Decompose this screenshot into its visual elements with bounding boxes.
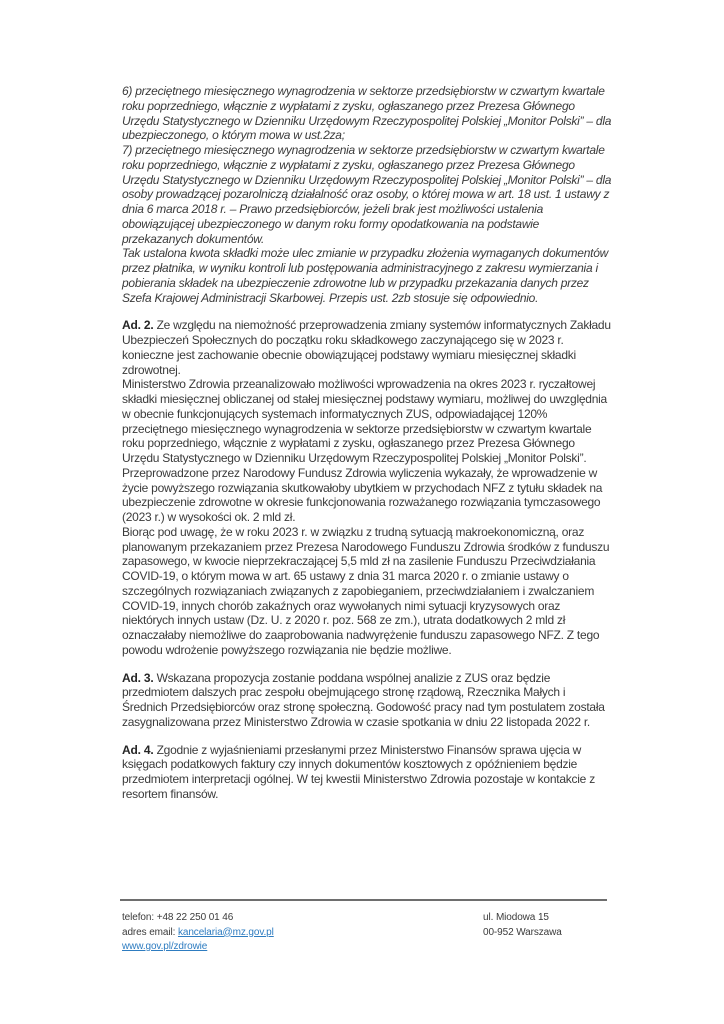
quoted-provision-point-6: 6) przeciętnego miesięcznego wynagrodzenia w sektorze przedsiębiorstw w czwartym kwartale roku poprzedniego, włącznie z wypłatami z zysku, ogłaszanego przez Prezesa Głównego Urzędu Statystycznego w Dzienniku Urzędowym Rzeczypospolitej Polskiej „Monitor Polski” – dla ubezpieczonego, o którym mowa w ust.2za; <box>122 84 612 143</box>
footer-website-link[interactable]: www.gov.pl/zdrowie <box>122 941 208 952</box>
footer-email-link[interactable]: kancelaria@mz.gov.pl <box>177 926 274 938</box>
quoted-provision-note: Tak ustalona kwota składki może ulec zmianie w przypadku złożenia wymaganych dokumentów przez płatnika, w wyniku kontroli lub postępowania administracyjnego z zakresu wymierzania i pobierania składek na ubezpieczenie zdrowotne lub w przypadku przekazania danych przez Szefa Krajowej Administracji Skarbowej. Przepis ust. 2zb stosuje się odpowiednio. <box>122 246 609 305</box>
ad-4-paragraph: Ad. 4. Zgodnie z wyjaśnieniami przesłanymi przez Ministerstwo Finansów sprawa ujęcia w księgach podatkowych faktury czy innych dokumentów kosztowych z opóźnieniem będzie przedmiotem interpretacji ogólnej. W tej kwestii Ministerstwo Zdrowia pozostaje w kontakcie z resortem finansów. <box>122 742 595 801</box>
footer-address-street: ul. Miodowa 15 <box>483 912 549 923</box>
footer-website <box>122 940 274 955</box>
paragraph-lead-label: Ad. 4. <box>122 742 154 757</box>
footer-email-label: adres email: <box>122 926 176 938</box>
footer-phone <box>122 911 274 926</box>
footer-contact-block <box>122 911 274 955</box>
footer-phone-number: +48 22 250 01 46 <box>156 912 234 923</box>
paragraph-lead-label: Ad. 2. <box>122 318 154 333</box>
quoted-provision-point-7: 7) przeciętnego miesięcznego wynagrodzenia w sektorze przedsiębiorstw w czwartym kwartale roku poprzedniego, włącznie z wypłatami z zysku, ogłaszanego przez Prezesa Głównego Urzędu Statystycznego w Dzienniku Urzędowym Rzeczypospolitej Polskiej „Monitor Polski” – dla osoby prowadzącej pozarolniczą działalność oraz osoby, o której mowa w art. 18 ust. 1 ustawy z dnia 6 marca 2018 r. – Prawo przedsiębiorców, jeżeli brak jest możliwości ustalenia obowiązującej ubezpieczonego w danym roku formy opodatkowania na podstawie przekazanych dokumentów. <box>122 143 612 246</box>
document-body <box>122 84 612 802</box>
paragraph-lead-label: Ad. 3. <box>122 670 154 685</box>
footer-address-city: 00-952 Warszawa <box>483 926 562 938</box>
ad-2-analysis-paragraph: Ministerstwo Zdrowia przeanalizowało możliwości wprowadzenia na okres 2023 r. ryczałtowej składki miesięcznej obliczanej od stałej miesięcznej podstawy wymiaru, możliwej do uwzględnia w obecnie funkcjonujących systemach informatycznych ZUS, odpowiadającej 120% przeciętnego miesięcznego wynagrodzenia w sektorze przedsiębiorstw w czwartym kwartale roku poprzedniego, włącznie z wypłatami z zysku, ogłaszanego przez Prezesa Głównego Urzędu Statystycznego w Dzienniku Urzędowym Rzeczypospolitej Polskiej „Monitor Polski”. Przeprowadzone przez Narodowy Fundusz Zdrowia wyliczenia wykazały, że wprowadzenie w życie powyższego rozwiązania skutkowałoby ubytkiem w przychodach NFZ z tytułu składek na ubezpieczenie zdrowotne w okresie funkcjonowania rozważanego rozwiązania tymczasowego (2023 r.) w wysokości ok. 2 mld zł. <box>122 377 607 524</box>
footer-divider <box>120 899 607 901</box>
footer-address-block <box>483 911 562 940</box>
footer-phone-label: telefon: <box>122 912 155 923</box>
ad-2-conclusion-paragraph: Biorąc pod uwagę, że w roku 2023 r. w związku z trudną sytuacją makroekonomiczną, oraz planowanym przekazaniem przez Prezesa Narodowego Funduszu Zdrowia środków z funduszu zapasowego, w kwocie nieprzekraczającej 5,5 mld zł na zasilenie Funduszu Przeciwdziałania COVID-19, o którym mowa w art. 65 ustawy z dnia 31 marca 2020 r. o zmianie ustawy o szczególnych rozwiązaniach związanych z zapobieganiem, przeciwdziałaniem i zwalczaniem COVID-19, innych chorób zakaźnych oraz wywołanych nimi sytuacji kryzysowych oraz niektórych innych ustaw (Dz. U. z 2020 r. poz. 568 ze zm.), utrata dodatkowych 2 mld zł oznaczałaby niemożliwe do zaaprobowania nadwyrężenie funduszu zapasowego NFZ. Z tego powodu wdrożenie powyższego rozwiązania nie będzie możliwe. <box>122 524 610 657</box>
ad-2-paragraph: Ad. 2. Ze względu na niemożność przeprowadzenia zmiany systemów informatycznych Zakładu Ubezpieczeń Społecznych do początku roku składkowego zaczynającego się w 2023 r. konieczne jest zachowanie obecnie obowiązującej podstawy wymiaru miesięcznej składki zdrowotnej. <box>122 318 611 377</box>
footer-email <box>122 926 274 941</box>
ad-3-paragraph: Ad. 3. Wskazana propozycja zostanie poddana wspólnej analizie z ZUS oraz będzie przedmiotem dalszych prac zespołu obejmującego stronę rządową, Rzecznika Małych i Średnich Przedsiębiorców oraz stronę społeczną. Godowość pracy nad tym postulatem została zasygnalizowana przez Ministerstwo Zdrowia w czasie spotkania w dniu 22 listopada 2022 r. <box>122 670 605 729</box>
